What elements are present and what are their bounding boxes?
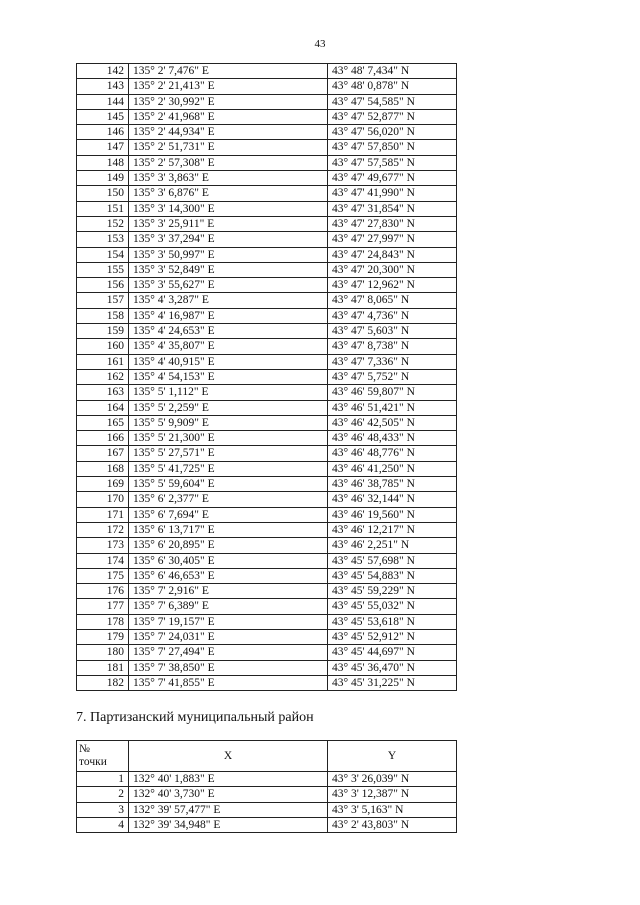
latitude-cell: 43° 47' 56,020" N — [328, 125, 457, 140]
table-row — [77, 817, 457, 832]
longitude-cell: 135° 6' 13,717" E — [129, 522, 328, 537]
coordinates-table-body — [77, 64, 457, 691]
longitude-cell: 135° 7' 38,850" E — [129, 660, 328, 675]
table-row — [77, 79, 457, 94]
table-row — [77, 584, 457, 599]
point-number-cell: 154 — [77, 247, 129, 262]
point-number-cell: 143 — [77, 79, 129, 94]
point-number-cell: 172 — [77, 522, 129, 537]
latitude-cell: 43° 3' 12,387" N — [328, 787, 457, 802]
table-row — [77, 354, 457, 369]
table-row — [77, 492, 457, 507]
table-row — [77, 538, 457, 553]
point-number-cell: 157 — [77, 293, 129, 308]
point-number-cell: 176 — [77, 584, 129, 599]
table-row — [77, 446, 457, 461]
longitude-cell: 135° 2' 51,731" E — [129, 140, 328, 155]
longitude-cell: 135° 3' 55,627" E — [129, 278, 328, 293]
point-number-cell: 164 — [77, 400, 129, 415]
longitude-cell: 135° 5' 41,725" E — [129, 461, 328, 476]
point-number-cell: 149 — [77, 171, 129, 186]
partizansky-coordinates-table — [76, 740, 457, 833]
latitude-cell: 43° 46' 2,251" N — [328, 538, 457, 553]
latitude-cell: 43° 48' 7,434" N — [328, 64, 457, 79]
point-number-cell: 180 — [77, 645, 129, 660]
longitude-cell: 135° 7' 19,157" E — [129, 614, 328, 629]
table-row — [77, 308, 457, 323]
latitude-cell: 43° 47' 12,962" N — [328, 278, 457, 293]
latitude-cell: 43° 47' 4,736" N — [328, 308, 457, 323]
table-row — [77, 293, 457, 308]
table-row — [77, 568, 457, 583]
latitude-cell: 43° 47' 49,677" N — [328, 171, 457, 186]
latitude-cell: 43° 46' 59,807" N — [328, 385, 457, 400]
latitude-cell: 43° 47' 54,585" N — [328, 94, 457, 109]
point-number-cell: 158 — [77, 308, 129, 323]
latitude-cell: 43° 47' 57,585" N — [328, 155, 457, 170]
table-row — [77, 787, 457, 802]
latitude-cell: 43° 46' 12,217" N — [328, 522, 457, 537]
table-row — [77, 339, 457, 354]
longitude-cell: 135° 5' 27,571" E — [129, 446, 328, 461]
table-row — [77, 201, 457, 216]
latitude-cell: 43° 3' 26,039" N — [328, 772, 457, 787]
table-row — [77, 278, 457, 293]
point-number-cell: 152 — [77, 216, 129, 231]
longitude-cell: 135° 3' 3,863" E — [129, 171, 328, 186]
longitude-cell: 135° 7' 24,031" E — [129, 629, 328, 644]
point-number-cell: 3 — [77, 802, 129, 817]
latitude-cell: 43° 46' 19,560" N — [328, 507, 457, 522]
longitude-cell: 135° 4' 24,653" E — [129, 324, 328, 339]
point-number-cell: 169 — [77, 477, 129, 492]
latitude-cell: 43° 47' 5,752" N — [328, 369, 457, 384]
table-row — [77, 262, 457, 277]
longitude-cell: 135° 4' 16,987" E — [129, 308, 328, 323]
table-row — [77, 216, 457, 231]
point-number-cell: 156 — [77, 278, 129, 293]
longitude-cell: 135° 6' 46,653" E — [129, 568, 328, 583]
table-row — [77, 324, 457, 339]
point-number-header — [77, 741, 129, 772]
coordinates-table-continued — [76, 63, 457, 691]
table-row — [77, 125, 457, 140]
table-row — [77, 461, 457, 476]
point-number-cell: 144 — [77, 94, 129, 109]
point-number-cell: 177 — [77, 599, 129, 614]
longitude-cell: 132° 40' 1,883" E — [129, 772, 328, 787]
latitude-cell: 43° 46' 41,250" N — [328, 461, 457, 476]
longitude-cell: 135° 5' 21,300" E — [129, 431, 328, 446]
longitude-cell: 135° 6' 30,405" E — [129, 553, 328, 568]
latitude-cell: 43° 46' 48,776" N — [328, 446, 457, 461]
point-number-cell: 181 — [77, 660, 129, 675]
longitude-cell: 135° 2' 41,968" E — [129, 109, 328, 124]
table-row — [77, 109, 457, 124]
point-number-cell: 163 — [77, 385, 129, 400]
point-number-cell: 162 — [77, 369, 129, 384]
point-number-cell: 148 — [77, 155, 129, 170]
table-row — [77, 431, 457, 446]
latitude-cell: 43° 45' 57,698" N — [328, 553, 457, 568]
table-row — [77, 400, 457, 415]
point-number-cell: 161 — [77, 354, 129, 369]
page-number: 43 — [314, 38, 326, 50]
latitude-cell: 43° 46' 48,433" N — [328, 431, 457, 446]
latitude-cell: 43° 47' 52,877" N — [328, 109, 457, 124]
latitude-cell: 43° 47' 57,850" N — [328, 140, 457, 155]
longitude-cell: 135° 6' 20,895" E — [129, 538, 328, 553]
latitude-cell: 43° 47' 27,997" N — [328, 232, 457, 247]
table-row — [77, 155, 457, 170]
latitude-cell: 43° 47' 8,065" N — [328, 293, 457, 308]
latitude-cell: 43° 46' 32,144" N — [328, 492, 457, 507]
latitude-cell: 43° 45' 44,697" N — [328, 645, 457, 660]
longitude-cell: 135° 5' 2,259" E — [129, 400, 328, 415]
point-number-cell: 142 — [77, 64, 129, 79]
longitude-cell: 135° 2' 7,476" E — [129, 64, 328, 79]
point-number-cell: 168 — [77, 461, 129, 476]
point-number-cell: 167 — [77, 446, 129, 461]
table-row — [77, 64, 457, 79]
point-number-cell: 153 — [77, 232, 129, 247]
point-number-cell: 150 — [77, 186, 129, 201]
longitude-cell: 135° 3' 6,876" E — [129, 186, 328, 201]
longitude-cell: 135° 4' 3,287" E — [129, 293, 328, 308]
longitude-cell: 135° 7' 2,916" E — [129, 584, 328, 599]
table-row — [77, 385, 457, 400]
longitude-cell: 132° 39' 34,948" E — [129, 817, 328, 832]
partizansky-table-body — [77, 772, 457, 833]
table-row — [77, 477, 457, 492]
latitude-cell: 43° 45' 54,883" N — [328, 568, 457, 583]
table-header-row — [77, 741, 457, 772]
table-row — [77, 772, 457, 787]
table-row — [77, 171, 457, 186]
section-heading: 7. Партизанский муниципальный район — [76, 710, 314, 725]
point-number-header-word: точки — [79, 756, 107, 768]
longitude-cell: 135° 3' 52,849" E — [129, 262, 328, 277]
table-row — [77, 415, 457, 430]
longitude-cell: 135° 3' 14,300" E — [129, 201, 328, 216]
longitude-cell: 135° 3' 37,294" E — [129, 232, 328, 247]
table-row — [77, 507, 457, 522]
point-number-cell: 182 — [77, 675, 129, 690]
longitude-cell: 135° 3' 50,997" E — [129, 247, 328, 262]
table-row — [77, 645, 457, 660]
table-row — [77, 369, 457, 384]
latitude-cell: 43° 45' 59,229" N — [328, 584, 457, 599]
point-number-cell: 165 — [77, 415, 129, 430]
longitude-cell: 135° 7' 41,855" E — [129, 675, 328, 690]
point-number-cell: 146 — [77, 125, 129, 140]
longitude-cell: 132° 40' 3,730" E — [129, 787, 328, 802]
longitude-cell: 135° 4' 54,153" E — [129, 369, 328, 384]
longitude-cell: 135° 5' 59,604" E — [129, 477, 328, 492]
point-number-cell: 175 — [77, 568, 129, 583]
point-number-cell: 145 — [77, 109, 129, 124]
table-row — [77, 629, 457, 644]
table-row — [77, 675, 457, 690]
table-row — [77, 140, 457, 155]
point-number-cell: 2 — [77, 787, 129, 802]
table-row — [77, 247, 457, 262]
latitude-cell: 43° 47' 5,603" N — [328, 324, 457, 339]
latitude-cell: 43° 47' 24,843" N — [328, 247, 457, 262]
table-row — [77, 94, 457, 109]
table-row — [77, 802, 457, 817]
latitude-cell: 43° 48' 0,878" N — [328, 79, 457, 94]
point-number-cell: 174 — [77, 553, 129, 568]
point-number-cell: 166 — [77, 431, 129, 446]
latitude-cell: 43° 45' 31,225" N — [328, 675, 457, 690]
longitude-cell: 132° 39' 57,477" E — [129, 802, 328, 817]
longitude-cell: 135° 2' 30,992" E — [129, 94, 328, 109]
latitude-cell: 43° 45' 55,032" N — [328, 599, 457, 614]
table-row — [77, 232, 457, 247]
latitude-cell: 43° 46' 38,785" N — [328, 477, 457, 492]
longitude-cell: 135° 7' 27,494" E — [129, 645, 328, 660]
point-number-header-symbol: № — [79, 743, 90, 755]
latitude-cell: 43° 47' 27,830" N — [328, 216, 457, 231]
table-row — [77, 186, 457, 201]
y-column-header: Y — [328, 741, 457, 772]
latitude-cell: 43° 2' 43,803" N — [328, 817, 457, 832]
latitude-cell: 43° 47' 7,336" N — [328, 354, 457, 369]
point-number-cell: 178 — [77, 614, 129, 629]
longitude-cell: 135° 2' 57,308" E — [129, 155, 328, 170]
point-number-cell: 4 — [77, 817, 129, 832]
longitude-cell: 135° 6' 2,377" E — [129, 492, 328, 507]
point-number-cell: 173 — [77, 538, 129, 553]
point-number-cell: 151 — [77, 201, 129, 216]
table-row — [77, 614, 457, 629]
point-number-cell: 159 — [77, 324, 129, 339]
latitude-cell: 43° 45' 52,912" N — [328, 629, 457, 644]
longitude-cell: 135° 7' 6,389" E — [129, 599, 328, 614]
table-row — [77, 522, 457, 537]
latitude-cell: 43° 47' 20,300" N — [328, 262, 457, 277]
latitude-cell: 43° 45' 53,618" N — [328, 614, 457, 629]
point-number-cell: 160 — [77, 339, 129, 354]
longitude-cell: 135° 2' 44,934" E — [129, 125, 328, 140]
longitude-cell: 135° 5' 9,909" E — [129, 415, 328, 430]
point-number-cell: 147 — [77, 140, 129, 155]
table-row — [77, 660, 457, 675]
latitude-cell: 43° 45' 36,470" N — [328, 660, 457, 675]
point-number-cell: 1 — [77, 772, 129, 787]
longitude-cell: 135° 5' 1,112" E — [129, 385, 328, 400]
latitude-cell: 43° 47' 8,738" N — [328, 339, 457, 354]
point-number-cell: 171 — [77, 507, 129, 522]
longitude-cell: 135° 3' 25,911" E — [129, 216, 328, 231]
table-row — [77, 553, 457, 568]
longitude-cell: 135° 4' 35,807" E — [129, 339, 328, 354]
longitude-cell: 135° 2' 21,413" E — [129, 79, 328, 94]
longitude-cell: 135° 4' 40,915" E — [129, 354, 328, 369]
table-row — [77, 599, 457, 614]
latitude-cell: 43° 3' 5,163" N — [328, 802, 457, 817]
latitude-cell: 43° 47' 31,854" N — [328, 201, 457, 216]
longitude-cell: 135° 6' 7,694" E — [129, 507, 328, 522]
point-number-cell: 179 — [77, 629, 129, 644]
point-number-cell: 170 — [77, 492, 129, 507]
latitude-cell: 43° 47' 41,990" N — [328, 186, 457, 201]
latitude-cell: 43° 46' 42,505" N — [328, 415, 457, 430]
x-column-header: X — [129, 741, 328, 772]
latitude-cell: 43° 46' 51,421" N — [328, 400, 457, 415]
point-number-cell: 155 — [77, 262, 129, 277]
